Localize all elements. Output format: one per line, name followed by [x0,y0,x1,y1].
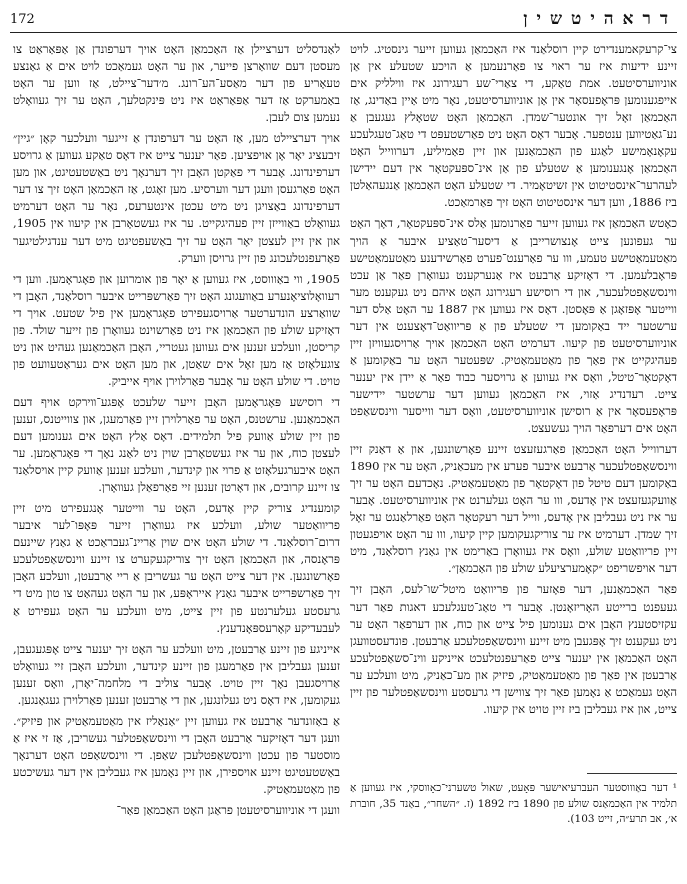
paragraph: כאָטש האַכמאַן איז געווען זייער פאַרנומען אַלס אינ־ספּעקטאָר, דאָך האָט ער געפונען צייט אָנצושרייבן אַ דיסער־טאַציע איבער אַ הויך מאַטעמאַטישע טעמע, ווו ער פאַרענט־פערט פאַרשידענע מאַטעמאַטישע פּראָבלעמען. די דאָזיקע אַרבעט איז אַנערקענט געוואָרן פאַר אַן עכט ווינסשאַפטלעכער, און די רוסישע רעגירונג האָט איהם ניט געקענט מער ווייטער אָפּזאָגן אַ פּאָסטן. דאָס איז געווען אין 1887 ער האָט אַלס דער ערשטער ייד באַקומען די שטעלע פון אַ פּריוואַט־דאָצענט אין דער אוניווערסיטעט פון קיעוו. דערמיט האָט האַכמאַן אויך אַרויסגעוויזן זיין פעהיגקייט אין פאַך פון מאַטעמאַטיק. שפּעטער האָט ער באַקומען אַ דאָקטאָר־טיטל, וואָס איז געווען אַ גרויסער כבוד פאַר אַ יידן אין יענער צייט. רעדנדיג אַזוי, איז האַכמאַן געווען דער ערשטער יידישער פּראָפעסאָר אין אַ רוסישן אוניווערסיטעט, וואָס דער ווייסער ווינסשאַפט האָט אים דערפאַר הויך געשעצט. [350,216,677,436]
page-header [10,6,677,33]
paragraph: קומענדיג צוריק קיין אָדעס, האָט ער ווייטער אָנגעפירט מיט זיין פריוואַטער שולע, וועלכע איז געוואָרן זייער פּאָפּו־לער איבער דרום־רוסלאַנד. די שולע האָט אים שוין אַריינ־געבראַכט אַ גאַנץ שיינעם פּראָנסה, און האַכמאַן האָט זיך צוריקגעקערט צו זיינע ווינסשאַפטלעכע פאָרשונגען. אין דער צייט האָט ער געשריבן אַ ריי אַרבעטן, וועלכע האָבן זיך פאַרשפּרייט איבער גאַנץ אייראָפּע, און ער האָט געהאַט צו טון מיט די גרעסטע געלערנטע פון זיין צייט, מיט וועלכע ער האָט געפירט אַ לעבעדיקע קאָרעספּאָנדענץ. [13,501,340,635]
page-number: 172 [10,11,35,27]
paragraph: דערווייל האָט האַכמאַן פאַרגעזעצט זיינע פאָרשונגען, און אַ דאַנק זיין ווינסשאַפטלעכער אַרבעט איבער פערע אין מעכאַניק, האָט ער אין 1890 באַקומען דעם טיטל פון דאָקטאָר פון מאַטעמאַטיק. נאָכדעם האָט ער זיך אַוועקגעזעצט אין אָדעס, ווו ער האָט געלערנט אין אוניווערסיטעט. אָבער ער איז ניט געבליבן אין אָדעס, ווייל דער רעקטאָר האָט פאַרלאַנגט ער זאָל זיך שמדן. דערמיט איז ער צוריקגעקומען קיין קיעוו, ווו ער האָט אויפגעטון זיין פריוואַטע שולע, וואָס איז געוואָרן באַרימט אין גאַנץ רוסלאַנד, מיט דער אויפשריפט ״קאָמערציעלע שולע פון האַכמאַן״. [350,442,677,576]
paragraph: אויך דערציילט מען, אַז האָט ער דערפונדן אַ זייגער וועלכער קאָן ״גיין״ זיבעציג יאָר אָן אויפציען. פאַר יענער צייט איז דאָס טאַקע געווען אַ גרויסע דערפינדונג. אָבער די פאַקטן האָבן זיך דערנאָך ניט באַשטעטיגט, און מען האָט פאַרגעסן וועגן דער ווערסיע. מען זאָגט, אַז האַכמאַן האָט זיך צו דער דערפינדונג באַצויגן ניט מיט עכטן אינטערעס, נאָר ער האָט דערמיט געוואָלט באַווייזן זיין פעהיגקייט. ער איז געשטאָרבן אין קיעוו אין 1905, און אין זיין לעצטן יאָר האָט ער זיך באַשעפטיגט מיט דער ענדגילטיגער פאַרעפנטלעכונג פון זיין גרויסן ווערק. [13,131,340,265]
paragraph: אַ באַזונדער אַרבעט איז געווען זיין ״אַנאַליז אין מאַטעמאַטיק און פיזיק״. וועגן דער דאָזיקער אַרבעט האָבן די ווינסשאַפטלער געשריבן, אַז זי איז אַ מוסטער פון עכטן ווינסשאַפטלעכן שאַפן. די ווינסשאַפט האָט דערנאָך באַשטעטיגט זיינע אויספירן, און זיין נאָמען איז געבליבן אין דער געשיכטע פון מאַטעמאַטיק. [13,713,340,796]
paragraph: פאַר האַכמאַנען, דער פּאָזער פון פּריוואַט מיטל־שו־לעס, האָבן זיך געעפנט ברייטע האָריזאָנטן. אָבער די טאַג־טעגלעכע דאגות פאַר דער עקזיסטענץ האָבן אים גענומען פיל צייט און כוח, און דערפאַר האָט ער ניט געקענט זיך אָפּגעבן מיט זיינע ווינסשאַפטלעכע אַרבעטן. פונדעסטוועגן האָט האַכמאַן אין יענער צייט פאַרעפנטלעכט אייניקע ווינ־סשאַפטלעכע אַרבעטן אין פאַך פון מאַטעמאַטיק, פיזיק און מע־כאַניק, מיט וועלכע ער האָט געמאַכט אַ נאָמען פאַר זיך צווישן די גרעסטע ווינסשאַפטלער פון זיין צייט, און איז געבליבן ביז זיין טויט אין קיעוו. [350,582,677,716]
right-column [350,41,677,881]
paragraph: צי־קרעקאמענדירט קיין רוסלאַנד איז האַכמאַן געווען זייער גינסטיג. לויט זיינע ידיעות איז ער ראוי צו פאַרנעמען אַ הויכע שטעלע אין אַן אוניווערסיטעט. אמת טאַקע, די צאַרי־שע רעגירונג איז ווילליק אים אייפגענומען פּראָפעסאָר אין אַן אוניווערסיטעט, נאָר מיט אַיין באַדינג, אַז האַכמאַן זאָל זיך אונטער־שמדן. האַכמאַן האָט שטאָלץ געגעבן אַ נע־גאַטיווען ענטפער. אָבער דאָס האָט ניט פאַרשטעפּט די טאַג־טעגלעכע עקאָנאָמישע לאַגע פון האַכמאַנען און זיין פאַמיליע, דערווייל האָט האַכמאַן אָנגענומען אַ שטעלע פון אַן אינ־ספּעקטאָר אין דעם יידישן לעהרער־אינסטיטוט אין זשיטאָמיר. די שטעלע האָט האַכמאַן אַנגעהאַלטן ביז 1886, ווען דער אינסטיטוט האָט זיך פאַרמאַכט. [350,42,677,210]
paragraph: וועגן די אוניווערסיטעטן פראַגן האָט האַכמאַן פאַר־ [116,803,340,818]
paragraph: די רוסישע פּאָגראָמען האָבן זייער שלעכט אָפּגע־ווירקט אויף דעם האַכמאַנען. ערשטנס, האָט ער פאַרלוירן זיין פאַרמעגן, און צווייטנס, זענען פון זיין שולע אַוועק פיל תלמידים. דאָס אַלץ האָט אים גענומען דעם לעצטן כוח, און ער איז געשטאָרבן שוין ניט לאַנג נאָך די פּאָגראָמען. ער האָט איבערגעלאָזט אַ פרוי און קינדער, וועלכע זענען אַוועק קיין אויסלאַנד צו זיינע קרובים, און דאָרטן זענען זיי פאַרפאַלן געוואָרן. [13,394,340,495]
paragraph: 1905, ווי באַוווסט, איז געווען אַ יאָר פון אומרוען און פאָגראָמען. ווען די רעוואָלוציאָנערע באַוועגונג האָט זיך פאַרשפּרייט איבער רוסלאַנד, האָבן די שוואַרצע הונדערטער אַרויסגעפירט פאָגראָמען אין פיל שטעט. אויך די דאָזיקע שולע פון האַכמאַן איז ניט פאַרשוינט געוואָרן פון זייער שולד. פון קריסטן, וועלכע זענען אים געווען געטריי, האָבן האַכמאַנען געהיט און ניט צוגעלאָזט אַז מען זאָל אים שאַטן, און מען האָט אים געראַטעוועט פון טויט. די שולע האָט ער אָבער פאַרלוירן אויף אייביק. [13,271,340,388]
text-columns [10,41,677,881]
footnote-divider [587,773,677,774]
paragraph: לאַנדסליט דערציילן אַז האַכמאַן האָט אויך דערפונדן אַן אַפּאַראַט צו מעסטן דעם שוואַרצן פייער, און ער האָט געמאַכט לויט אים אַ גאַנצע טעאָריע פון דער מאַסע־הע־רונג. מ׳דער־ציילט, אַז ווען ער האָט באַמערקט אַז דער אַפּאַראַט איז ניט פּינקטלעך, האָט ער זיך געוואָלט נעמען צום לעבן. [13,42,340,125]
paragraph: אייניגע פון זיינע אַרבעטן, מיט וועלכע ער האָט זיך יענער צייט אָפּגעגעבן, זענען געבליבן אין פאַרמעגן פון זיינע קינדער, וועלכע האָבן זיי געוואָלט אַרויסגעבן נאָך זיין טויט. אָבער צוליב די מלחמה־יאָרן, וואָס זענען געקומען, איז דאָס ניט געלונגען, און די אַרבעטן זענען פאַרלוירן געגאַנגען. [13,641,340,707]
footnote: ¹ דער באַוווסטער העברעיאישער פּאָעט, שאול טשערני־כאָווסקי, איז געווען אַ תלמיד אין האַכמאַנס שולע פון 1890 ביז 1892 (ז. ״השחר״, באַנד 35, חוברת א׳, אב תרע״ה, זייט 103). [350,782,677,825]
left-column [13,41,340,881]
running-head: דראהיטשין [523,9,677,29]
